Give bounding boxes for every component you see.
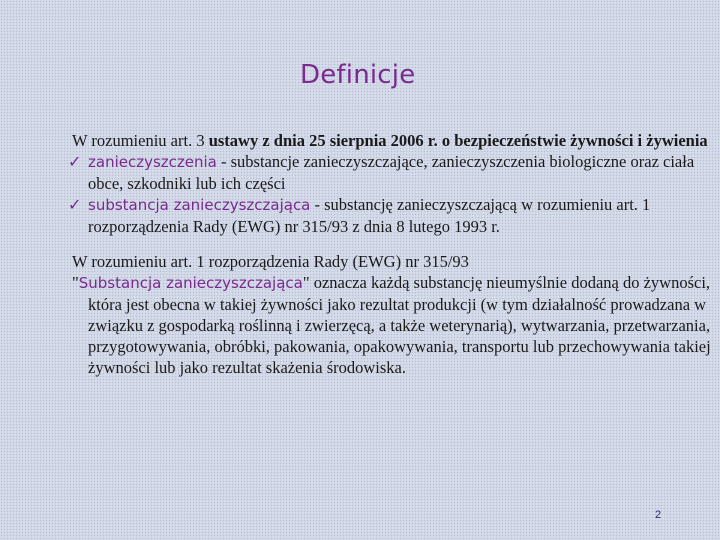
term-regulation: Substancja zanieczyszczająca: [78, 274, 303, 292]
slide-title: Definicje: [300, 60, 416, 90]
definition-item-contaminating-substance: [68, 194, 712, 237]
quote-open: ": [72, 273, 79, 292]
intro-prefix: W rozumieniu art. 3: [72, 131, 209, 150]
act-title: ustawy z dnia 25 sierpnia 2006 r. o bezpieczeństwie żywności i żywienia: [208, 131, 708, 150]
checkmark-icon: ✓: [68, 195, 82, 214]
intro-paragraph: [72, 130, 712, 151]
quote-close: ": [302, 273, 310, 292]
definition-item-contaminants: [68, 151, 712, 194]
regulation-intro: W rozumieniu art. 1 rozporządzenia Rady (EWG) nr 315/93: [72, 252, 469, 271]
regulation-definition: [72, 272, 712, 378]
definition-contaminating-substance: - substancję zanieczyszczającą w rozumieniu art. 1 rozporządzenia Rady (EWG) nr 315/93 z dnia 8 lutego 1993 r.: [88, 195, 651, 236]
term-contaminants: zanieczyszczenia: [88, 153, 217, 171]
page-number: 2: [655, 509, 662, 521]
regulation-definition-text: oznacza każdą substancję nieumyślnie dodaną do żywności, która jest obecna w takiej żywności jako rezultat produkcji (w tym działalność prowadzana w związku z gospodarką roślinną i zwierzęcą, a także weterynarią), wytwarzania, przetwarzania, przygotowywania, obróbki, pakowania, opakowywania, transportu lub przechowywania takiej żywności lub jako rezultat skażenia środowiska.: [88, 273, 711, 377]
spacer: [72, 237, 712, 251]
definition-contaminants: - substancje zanieczyszczające, zanieczyszczenia biologiczne oraz ciała obce, szkodniki lub ich części: [88, 152, 695, 193]
checkmark-icon: ✓: [68, 152, 82, 171]
slide-content: [68, 130, 712, 378]
term-contaminating-substance: substancja zanieczyszczająca: [88, 196, 311, 214]
